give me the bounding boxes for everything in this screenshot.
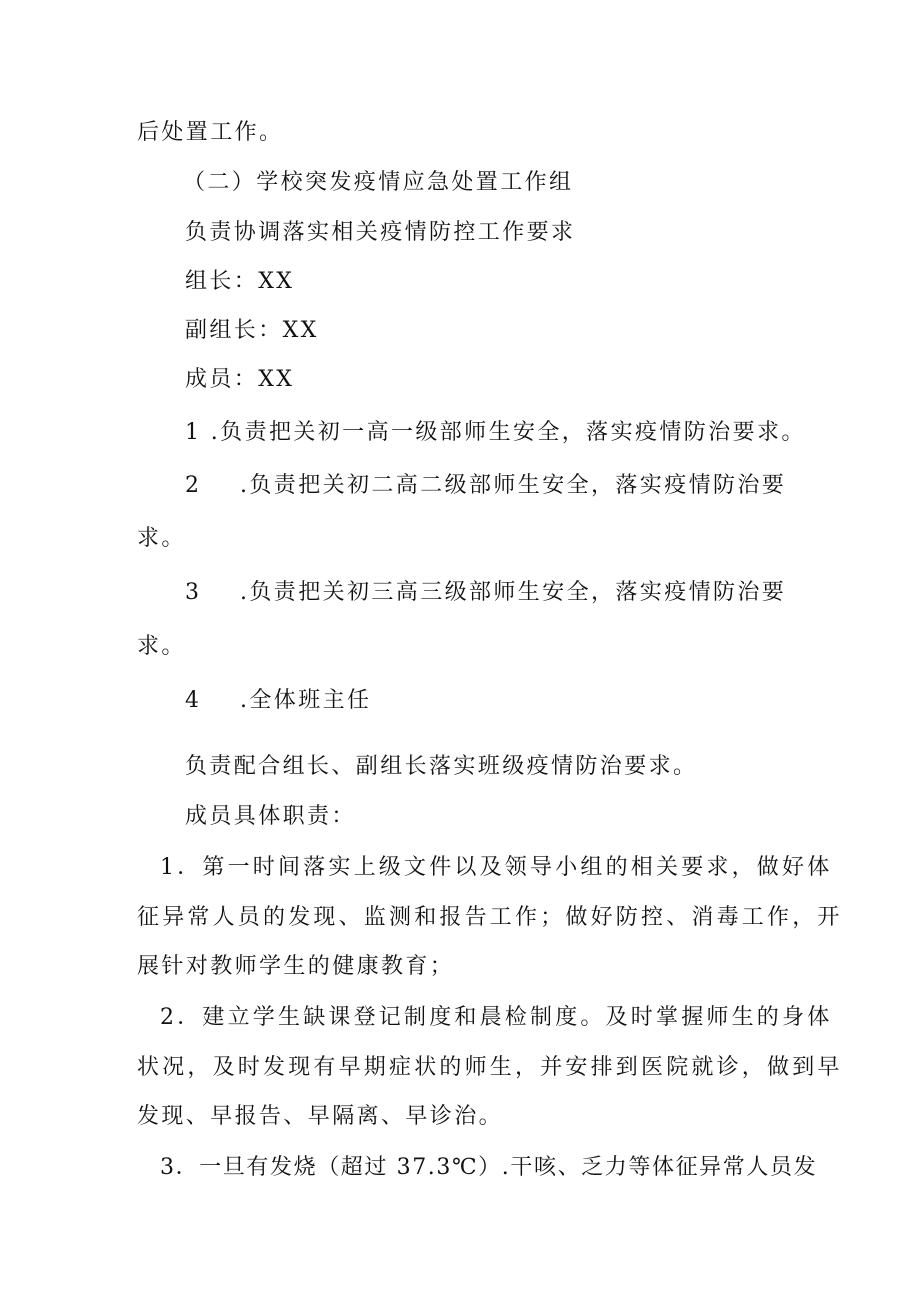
paragraph-line: 负责协调落实相关疫情防控工作要求 <box>185 220 576 245</box>
paragraph-line: 2．建立学生缺课登记制度和晨检制度。及时掌握师生的身体 <box>160 1005 833 1030</box>
paragraph-line: 发现、早报告、早隔离、早诊治。 <box>137 1104 504 1129</box>
paragraph-line: 负责配合组长、副组长落实班级疫情防治要求。 <box>185 754 698 779</box>
list-item-continuation: 求。 <box>137 634 186 659</box>
list-item: .负责把关初二高二级部师生安全，落实疫情防治要 <box>240 473 787 498</box>
list-item: .负责把关初三高三级部师生安全，落实疫情防治要 <box>240 580 787 605</box>
section-heading: （二）学校突发疫情应急处置工作组 <box>183 170 574 195</box>
members-line: 成员：XX <box>185 367 295 392</box>
paragraph-line: 征异常人员的发现、监测和报告工作；做好防控、消毒工作，开 <box>137 905 843 930</box>
subheading: 成员具体职责： <box>185 804 356 829</box>
paragraph-line: 3．一旦有发烧（超过 37.3℃）.干咳、乏力等体征异常人员发 <box>160 1155 818 1180</box>
list-item-number: 2 <box>185 473 199 498</box>
list-item-continuation: 求。 <box>137 526 186 551</box>
list-item-number: 3 <box>185 580 199 605</box>
deputy-leader-line: 副组长：XX <box>185 318 319 343</box>
paragraph-line: 后处置工作。 <box>137 120 284 145</box>
paragraph-line: 1．第一时间落实上级文件以及领导小组的相关要求，做好体 <box>160 855 833 880</box>
list-item: 1 .负责把关初一高一级部师生安全，落实疫情防治要求。 <box>185 420 806 445</box>
team-leader-line: 组长：XX <box>185 269 295 294</box>
list-item-number: 4 <box>185 688 199 713</box>
list-item: .全体班主任 <box>240 688 372 713</box>
paragraph-line: 展针对教师学生的健康教育； <box>137 954 455 979</box>
paragraph-line: 状况，及时发现有早期症状的师生，并安排到医院就诊，做到早 <box>137 1055 843 1080</box>
